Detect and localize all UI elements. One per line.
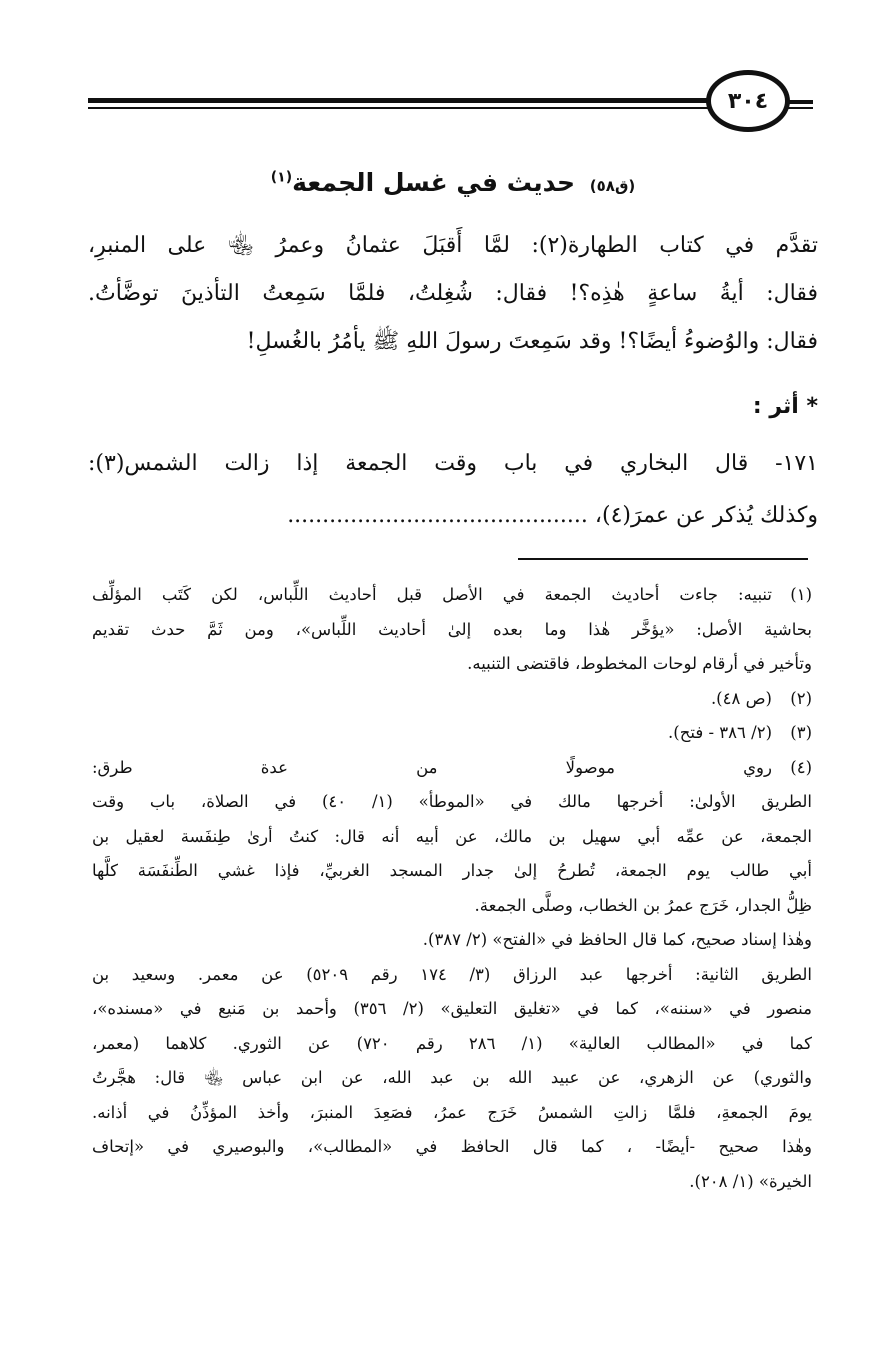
footnote-text: كما في «المطالب العالية» (١/ ٢٨٦ رقم ٧٢٠) عن الثوري. كلاهما (معمر، — [92, 1033, 812, 1053]
footnote-text: ظِلُّ الجدار، خَرَج عمرُ بن الخطاب، وصلَّى الجمعة. — [474, 895, 812, 915]
footnote-text: يومَ الجمعةِ، فلمَّا زالتِ الشمسُ خَرَج عمرُ، فصَعِدَ المنبرَ، وأخذ المؤذِّنُ في أذانه. — [92, 1102, 812, 1122]
footnote-line — [92, 647, 812, 682]
paragraph-line-2: فقال: أيةُ ساعةٍ هٰذِه؟! فقال: شُغِلتُ، فلمَّا سَمِعتُ التأذينَ توضَّأتُ. — [88, 281, 818, 306]
footnote-text: وهٰذا إسناد صحيح، كما قال الحافظ في «الفتح» (٢/ ٣٨٧). — [422, 930, 812, 949]
footnote-line — [92, 578, 812, 613]
footnote-line — [92, 613, 812, 648]
athar-heading: * أثر : — [752, 394, 818, 419]
footnote-line — [92, 1061, 812, 1096]
footnote-text: الطريق الثانية: أخرجها عبد الرزاق (٣/ ١٧٤ رقم ٥٢٠٩) عن معمر. وسعيد بن — [92, 964, 812, 984]
chapter-footnote-ref: (١) — [270, 169, 293, 186]
footnote-line — [92, 716, 812, 751]
footnote-text: روي موصولًا من عدة طرق: — [92, 757, 772, 777]
page-number: ٣٠٤ — [706, 70, 790, 132]
footnote-text: منصور في «سننه»، كما في «تغليق التعليق» (٢/ ٣٥٦) وأحمد بن مَنيع في «مسنده»، — [92, 999, 812, 1018]
hadith-line-1: ١٧١- قال البخاري في باب وقت الجمعة إذا زالت الشمس(٣): — [88, 451, 818, 476]
paragraph-line-1: تقدَّم في كتاب الطهارة(٢): لمَّا أَقبَلَ عثمانُ وعمرُ ﵄ على المنبرِ، — [88, 233, 818, 258]
footnote-number: (٤) — [790, 757, 812, 777]
footnote-line — [92, 992, 812, 1027]
chapter-tag: (ق٥٨) — [589, 177, 636, 195]
footnote-text: بحاشية الأصل: «يؤخَّر هٰذا وما بعده إلىٰ أحاديث اللِّباس»، ومن ثَمَّ حدث تقديم — [92, 619, 812, 639]
footnote-text: والثوري) عن الزهري، عن عبيد الله بن عبد الله، عن ابن عباس ﵄ قال: هجَّرتُ — [92, 1068, 812, 1087]
footnote-text: وهٰذا صحيح -أيضًا- ، كما قال الحافظ في «المطالب»، والبوصيري في «إتحاف — [92, 1137, 812, 1156]
footnote-text: الجمعة، عن عمِّه أبي سهيل بن مالك، عن أبيه أنه قال: كنتُ أرىٰ طِنفَسة لعقيل بن — [92, 826, 812, 846]
chapter-title — [88, 168, 818, 197]
footnote-separator — [518, 558, 808, 560]
header-rule-right — [788, 100, 813, 104]
footnote-line — [92, 785, 812, 820]
chapter-title-text: حديث في غسل الجمعة — [292, 168, 576, 197]
footnote-line — [92, 1130, 812, 1165]
footnote-text: (ص ٤٨). — [710, 688, 772, 708]
footnote-line — [92, 1096, 812, 1131]
header-rule-right-thin — [788, 107, 813, 109]
footnote-line — [92, 751, 812, 786]
footnote-text: وتأخير في أرقام لوحات المخطوط، فاقتضى التنبيه. — [467, 654, 812, 673]
footnote-text: الطريق الأولىٰ: أخرجها مالك في «الموطأ» (١/ ٤٠) في الصلاة، باب وقت — [92, 792, 812, 811]
footnote-text: الخيرة» (١/ ٢٠٨). — [689, 1171, 812, 1191]
footnote-number: (٣) — [790, 723, 812, 742]
header-rule-thick — [88, 98, 708, 103]
footnote-text: تنبيه: جاءت أحاديث الجمعة في الأصل قبل أحاديث اللِّباس، لكن كَتَب المؤلِّف — [92, 585, 772, 604]
header-rule-thin — [88, 107, 708, 109]
footnote-line — [92, 820, 812, 855]
footnote-number: (٢) — [790, 688, 812, 708]
footnote-line — [92, 1027, 812, 1062]
page-header — [88, 70, 818, 140]
footnote-text: (٢/ ٣٨٦ - فتح). — [668, 723, 772, 742]
footnote-line — [92, 958, 812, 993]
footnote-line — [92, 889, 812, 924]
footnote-line — [92, 1165, 812, 1200]
footnote-text: أبي طالب يوم الجمعة، تُطرحُ إلىٰ جدار المسجد الغربيِّ، فإذا غشي الطِّنفَسَة كلَّها — [92, 861, 812, 880]
footnote-line — [92, 854, 812, 889]
hadith-line-2: وكذلك يُذكر عن عمرَ(٤)، ........................................... — [287, 503, 818, 528]
footnote-line — [92, 682, 812, 717]
footnote-number: (١) — [790, 585, 812, 604]
footnote-line — [92, 923, 812, 958]
paragraph-line-3: فقال: والوُضوءُ أيضًا؟! وقد سَمِعتَ رسولَ اللهِ ﷺ يأمُرُ بالغُسلِ! — [246, 329, 818, 354]
